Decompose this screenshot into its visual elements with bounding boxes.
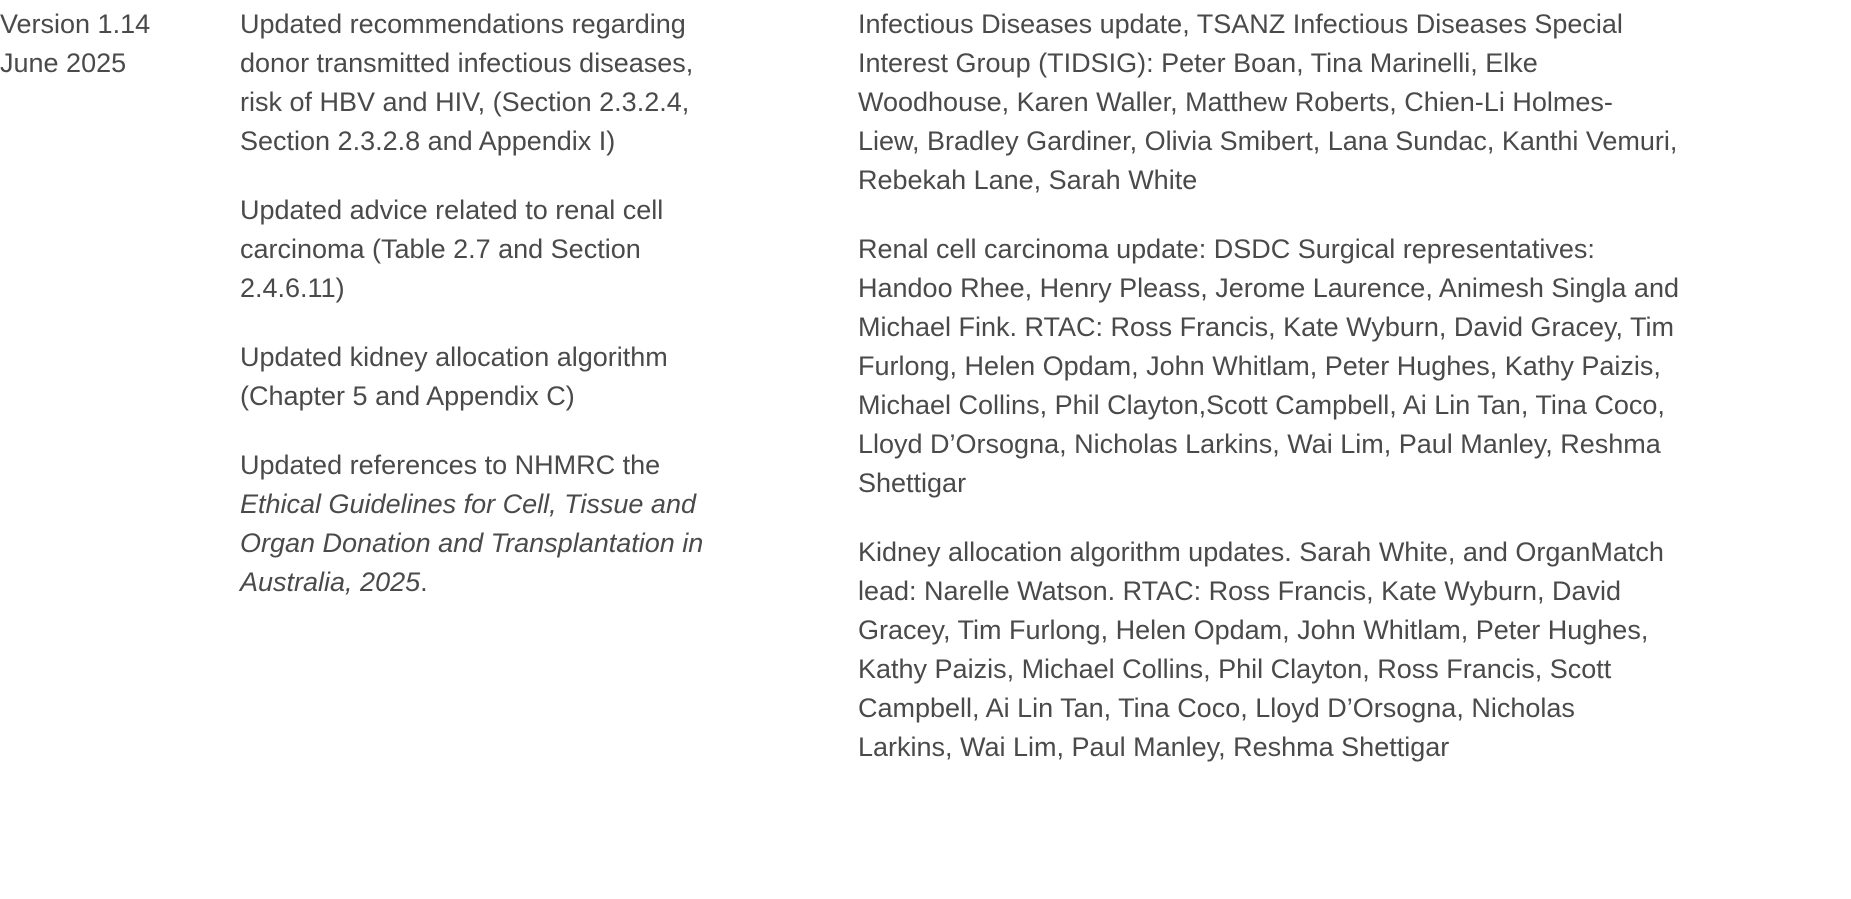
guideline-title-line: Australia, 2025 xyxy=(240,567,421,597)
contributor-line: Larkins, Wai Lim, Paul Manley, Reshma Shettigar xyxy=(858,732,1450,762)
contributor-line: Shettigar xyxy=(858,468,967,498)
contributor-line: Lloyd D’Orsogna, Nicholas Larkins, Wai Lim, Paul Manley, Reshma xyxy=(858,429,1661,459)
contributor-line: Furlong, Helen Opdam, John Whitlam, Peter Hughes, Kathy Paizis, xyxy=(858,351,1661,381)
change-line: Section 2.3.2.8 and Appendix I) xyxy=(240,126,616,156)
contributor-line: Interest Group (TIDSIG): Peter Boan, Tina Marinelli, Elke xyxy=(858,48,1538,78)
change-line: Updated recommendations regarding xyxy=(240,9,686,39)
guideline-title-line: Organ Donation and Transplantation in xyxy=(240,528,704,558)
contributor-line: Michael Fink. RTAC: Ross Francis, Kate Wyburn, David Gracey, Tim xyxy=(858,312,1674,342)
contributor-group xyxy=(858,533,1848,767)
change-item xyxy=(240,191,830,308)
contributor-line: Infectious Diseases update, TSANZ Infectious Diseases Special xyxy=(858,9,1623,39)
contributor-line: lead: Narelle Watson. RTAC: Ross Francis, Kate Wyburn, David xyxy=(858,576,1622,606)
change-line: Updated kidney allocation algorithm xyxy=(240,342,668,372)
contributors-column xyxy=(858,5,1848,797)
contributor-line: Campbell, Ai Lin Tan, Tina Coco, Lloyd D’Orsogna, Nicholas xyxy=(858,693,1575,723)
contributor-group xyxy=(858,5,1848,200)
version-column xyxy=(0,5,200,83)
change-line: 2.4.6.11) xyxy=(240,273,345,303)
contributor-line: Michael Collins, Phil Clayton,Scott Campbell, Ai Lin Tan, Tina Coco, xyxy=(858,390,1665,420)
contributor-line: Kidney allocation algorithm updates. Sarah White, and OrganMatch xyxy=(858,537,1664,567)
change-line: Updated references to NHMRC the xyxy=(240,450,661,480)
change-line: carcinoma (Table 2.7 and Section xyxy=(240,234,641,264)
change-line: Updated advice related to renal cell xyxy=(240,195,664,225)
contributor-line: Kathy Paizis, Michael Collins, Phil Clayton, Ross Francis, Scott xyxy=(858,654,1612,684)
contributor-line: Liew, Bradley Gardiner, Olivia Smibert, Lana Sundac, Kanthi Vemuri, xyxy=(858,126,1678,156)
change-line: donor transmitted infectious diseases, xyxy=(240,48,694,78)
contributor-line: Handoo Rhee, Henry Pleass, Jerome Laurence, Animesh Singla and xyxy=(858,273,1679,303)
trailing-period: . xyxy=(420,567,428,597)
contributor-line: Gracey, Tim Furlong, Helen Opdam, John Whitlam, Peter Hughes, xyxy=(858,615,1649,645)
contributor-line: Rebekah Lane, Sarah White xyxy=(858,165,1198,195)
change-line: risk of HBV and HIV, (Section 2.3.2.4, xyxy=(240,87,690,117)
change-item xyxy=(240,338,830,416)
changes-column xyxy=(240,5,830,632)
change-item xyxy=(240,5,830,161)
guideline-title-last-line xyxy=(240,563,830,602)
contributor-line: Woodhouse, Karen Waller, Matthew Roberts, Chien-Li Holmes- xyxy=(858,87,1613,117)
contributor-group xyxy=(858,230,1848,503)
change-item xyxy=(240,446,830,602)
change-line: (Chapter 5 and Appendix C) xyxy=(240,381,575,411)
guideline-title-line: Ethical Guidelines for Cell, Tissue and xyxy=(240,489,696,519)
contributor-line: Renal cell carcinoma update: DSDC Surgical representatives: xyxy=(858,234,1595,264)
version-number: Version 1.14 xyxy=(0,9,151,39)
version-date: June 2025 xyxy=(0,48,127,78)
